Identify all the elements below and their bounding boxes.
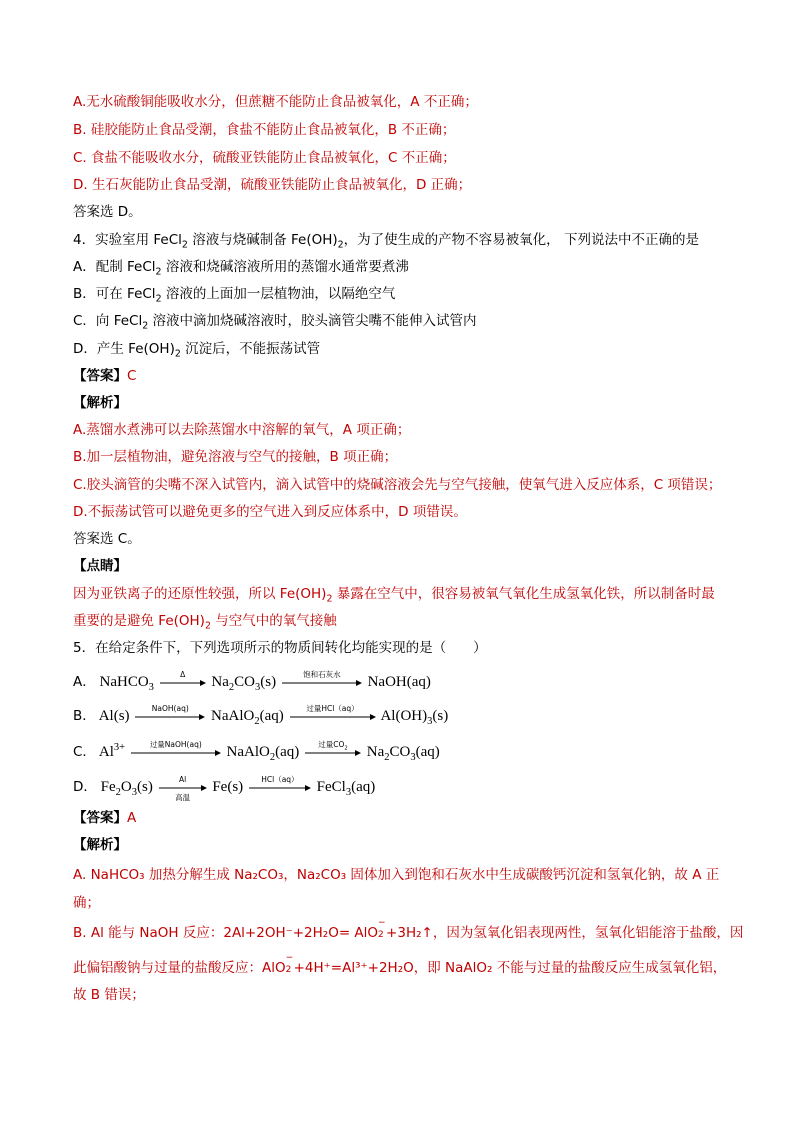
question-4: 4．实验室用 FeCl$_2$ 溶液与烧碱制备 $Fe(OH)_2$，为了使生成的产物不容易被氧化， 下列说法中不正确的是 bbox=[73, 232, 699, 251]
q5-option-c: C． $Al^{3+}$ 过量NaOH(aq) NaAlO$_2$(aq) 过量$CO_2$ $Na_2CO_3(aq)$ bbox=[73, 739, 440, 763]
explanation-line-d: D. 生石灰能防止食品受潮，硫酸亚铁能防止食品被氧化，D 正确； bbox=[73, 177, 472, 193]
q4-answer: 【答案】C bbox=[73, 368, 137, 384]
q4-option-a: A．配制 FeCl$_2$ 溶液和烧碱溶液所用的蒸馏水通常要煮沸 bbox=[73, 259, 409, 278]
question-5: 5．在给定条件下，下列选项所示的物质间转化均能实现的是（ ） bbox=[73, 640, 487, 656]
q5-option-a: A． NaHCO$_3$ Δ $Na_2CO_3(s)$ 饱和石灰水 NaOH(aq) bbox=[73, 669, 431, 693]
q4-analysis-a: A.蒸馏水煮沸可以去除蒸馏水中溶解的氧气，A 项正确； bbox=[73, 422, 411, 438]
q4-option-c: C．向 FeCl$_2$ 溶液中滴加烧碱溶液时，胶头滴管尖嘴不能伸入试管内 bbox=[73, 313, 477, 332]
q4-option-d: D．产生 $Fe(OH)_2$ 沉淀后，不能振荡试管 bbox=[73, 341, 321, 360]
reaction-arrow: Δ bbox=[160, 679, 206, 687]
q4-analysis-heading: 【解析】 bbox=[73, 395, 127, 411]
q5-analysis-b-line-3: 故 B 错误； bbox=[73, 987, 145, 1003]
q4-analysis-b: B.加一层植物油，避免溶液与空气的接触，B 项正确； bbox=[73, 449, 398, 465]
answer-summary: 答案选 D。 bbox=[73, 204, 142, 220]
q5-analysis-a-line-1: A. NaHCO₃ 加热分解生成 Na₂CO₃，Na₂CO₃ 固体加入到饱和石灰水中生成碳酸钙沉淀和氢氧化钠，故 A 正 bbox=[73, 867, 720, 883]
q5-option-d: D． $Fe_2O_3(s)$ Al 高温 Fe(s) HCl（aq） FeCl$_3$(aq) bbox=[73, 774, 376, 802]
q4-tip-heading: 【点睛】 bbox=[73, 558, 127, 574]
reaction-arrow: 过量$CO_2$ bbox=[305, 749, 361, 757]
q4-option-b: B．可在 FeCl$_2$ 溶液的上面加一层植物油，以隔绝空气 bbox=[73, 286, 396, 305]
reaction-arrow: HCl（aq） bbox=[249, 784, 311, 792]
reaction-arrow: 过量HCl（aq） bbox=[290, 713, 376, 721]
q5-analysis-b-line-2: 此偏铝酸钠与过量的盐酸反应：AlO − 2 +4H⁺=Al³⁺+2H₂O，即 NaAlO₂ 不能与过量的盐酸反应生成氢氧化铝， bbox=[73, 953, 727, 976]
q4-analysis-c: C.胶头滴管的尖嘴不深入试管内，滴入试管中的烧碱溶液会先与空气接触，使氧气进入反应体系，C 项错误； bbox=[73, 477, 722, 493]
reaction-arrow: 过量NaOH(aq) bbox=[131, 749, 221, 757]
reaction-arrow: 饱和石灰水 bbox=[282, 679, 362, 687]
q4-analysis-d: D.不振荡试管可以避免更多的空气进入到反应体系中，D 项错误。 bbox=[73, 504, 467, 520]
explanation-line-a: A.无水硫酸铜能吸收水分，但蔗糖不能防止食品被氧化，A 不正确； bbox=[73, 94, 478, 110]
q5-analysis-b-line-1: B. Al 能与 NaOH 反应：2Al+2OH⁻+2H₂O= AlO − 2 +3H₂↑，因为氢氧化铝表现两性，氢氧化铝能溶于盐酸，因 bbox=[73, 918, 744, 941]
reaction-arrow: NaOH(aq) bbox=[135, 713, 205, 721]
q4-tip-line-1: 因为亚铁离子的还原性较强，所以 $Fe(OH)_2$ 暴露在空气中，很容易被氧气氧化生成氢氧化铁，所以制备时最 bbox=[73, 586, 715, 605]
q5-analysis-heading: 【解析】 bbox=[73, 837, 127, 853]
q5-option-b: B． Al(s) NaOH(aq) NaAlO$_2$(aq) 过量HCl（aq） $Al(OH)_3(s)$ bbox=[73, 703, 449, 727]
explanation-line-b: B. 硅胶能防止食品受潮，食盐不能防止食品被氧化，B 不正确； bbox=[73, 122, 456, 138]
q4-answer-summary: 答案选 C。 bbox=[73, 531, 141, 547]
reaction-arrow: Al 高温 bbox=[159, 784, 207, 792]
q4-tip-line-2: 重要的是避免 $Fe(OH)_2$ 与空气中的氧气接触 bbox=[73, 613, 337, 632]
q5-answer: 【答案】A bbox=[73, 810, 137, 826]
explanation-line-c: C. 食盐不能吸收水分，硫酸亚铁能防止食品被氧化，C 不正确； bbox=[73, 150, 456, 166]
q5-analysis-a-line-2: 确； bbox=[73, 895, 100, 911]
